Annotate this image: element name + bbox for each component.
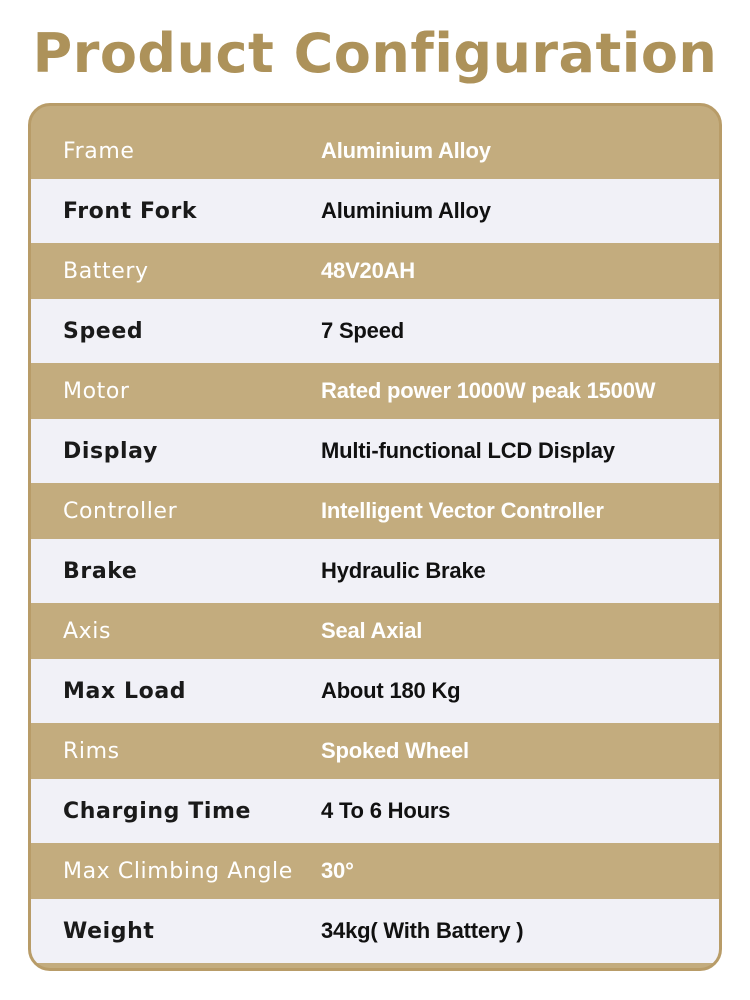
spec-table [28,103,722,971]
spec-value: Intelligent Vector Controller [321,498,604,523]
spec-row-frame [31,123,719,179]
spec-label: Max Load [63,678,187,704]
spec-label: Max Climbing Angle [63,858,293,884]
spec-value: 34kg( With Battery ) [321,918,524,943]
spec-row-controller [31,483,719,539]
spec-label: Brake [63,558,138,584]
spec-row-max-load [31,659,719,723]
spec-row-brake [31,539,719,603]
spec-rows [31,123,719,963]
spec-row-rims [31,723,719,779]
spec-label: Rims [63,738,120,764]
spec-label: Axis [63,618,112,644]
spec-value: 4 To 6 Hours [321,798,451,823]
spec-value: Seal Axial [321,618,423,643]
spec-value: Multi-functional LCD Display [321,438,615,463]
spec-row-display [31,419,719,483]
spec-row-charging-time [31,779,719,843]
spec-value: Rated power 1000W peak 1500W [321,378,656,403]
spec-value: 7 Speed [321,318,404,343]
spec-value: Aluminium Alloy [321,198,491,223]
spec-label: Battery [63,258,149,284]
spec-value: Hydraulic Brake [321,558,486,583]
spec-row-motor [31,363,719,419]
spec-label: Charging Time [63,798,252,824]
spec-label: Motor [63,378,130,404]
spec-row-axis [31,603,719,659]
spec-value: 30° [321,858,354,883]
spec-value: Aluminium Alloy [321,138,491,163]
page-title: Product Configuration [32,22,718,85]
spec-label: Weight [63,918,155,944]
spec-label: Speed [63,318,144,344]
spec-value: 48V20AH [321,258,415,283]
spec-label: Frame [63,138,135,164]
spec-row-max-climbing-angle [31,843,719,899]
spec-label: Controller [63,498,178,524]
spec-label: Front Fork [63,198,198,224]
spec-row-weight [31,899,719,963]
spec-value: Spoked Wheel [321,738,469,763]
spec-value: About 180 Kg [321,678,461,703]
spec-row-front-fork [31,179,719,243]
spec-label: Display [63,438,158,464]
spec-row-speed [31,299,719,363]
spec-row-battery [31,243,719,299]
